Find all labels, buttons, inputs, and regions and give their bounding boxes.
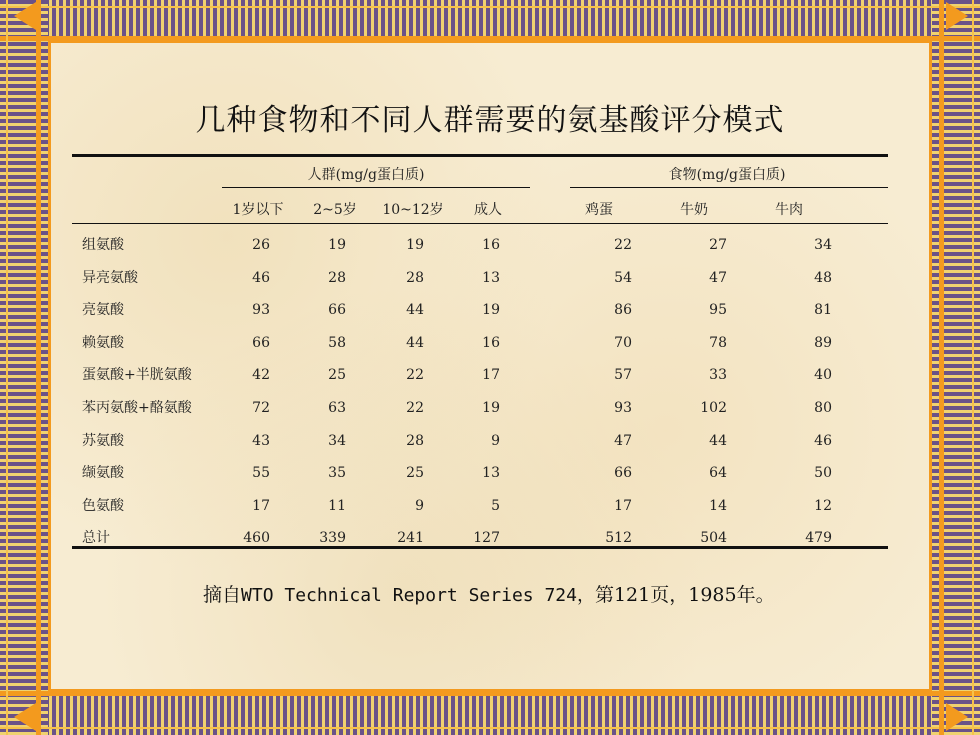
table-cell: 33 <box>709 367 727 383</box>
table-cell: 19 <box>406 237 424 253</box>
row-label: 赖氨酸 <box>82 335 124 351</box>
table-cell: 17 <box>614 498 632 514</box>
page-title: 几种食物和不同人群需要的氨基酸评分模式 <box>195 103 785 138</box>
table-cell: 34 <box>328 433 346 449</box>
table-cell: 66 <box>614 465 632 481</box>
table-cell: 95 <box>709 302 727 318</box>
table-cell: 127 <box>473 530 500 546</box>
table-cell: 42 <box>252 367 270 383</box>
table-cell: 89 <box>814 335 832 351</box>
corner-arrow-icon-bottom-left <box>14 703 36 731</box>
table-cell: 28 <box>328 270 346 286</box>
table-cell: 16 <box>482 237 500 253</box>
table-cell: 22 <box>406 367 424 383</box>
table-cell: 22 <box>406 400 424 416</box>
column-header: 2~5岁 <box>313 202 357 218</box>
row-label: 蛋氨酸+半胱氨酸 <box>82 367 192 383</box>
table-cell: 339 <box>319 530 346 546</box>
table-cell: 9 <box>491 433 500 449</box>
table-cell: 64 <box>709 465 727 481</box>
table-cell: 19 <box>328 237 346 253</box>
table-cell: 43 <box>252 433 270 449</box>
table-cell: 460 <box>243 530 270 546</box>
table-cell: 25 <box>406 465 424 481</box>
table-cell: 66 <box>328 302 346 318</box>
table-cell: 35 <box>328 465 346 481</box>
row-label: 总计 <box>82 530 110 546</box>
table-cell: 19 <box>482 400 500 416</box>
table-cell: 58 <box>328 335 346 351</box>
frame-stripe-bottom-thin <box>0 727 980 729</box>
footnote-prefix: 摘自 <box>203 584 242 606</box>
table-cell: 66 <box>252 335 270 351</box>
table-cell: 93 <box>252 302 270 318</box>
table-cell: 9 <box>415 498 424 514</box>
column-header: 鸡蛋 <box>585 202 613 218</box>
column-header: 10~12岁 <box>382 202 444 218</box>
table-cell: 16 <box>482 335 500 351</box>
table-cell: 72 <box>252 400 270 416</box>
table-cell: 14 <box>709 498 727 514</box>
table-header-rule <box>72 223 888 224</box>
row-label: 苯丙氨酸+酪氨酸 <box>82 400 192 416</box>
table-cell: 25 <box>328 367 346 383</box>
table-cell: 22 <box>614 237 632 253</box>
row-label: 苏氨酸 <box>82 433 124 449</box>
footnote-source: WTO Technical Report Series 724， <box>241 585 595 606</box>
row-label: 色氨酸 <box>82 498 124 514</box>
population-group-rule <box>222 187 530 188</box>
table-cell: 50 <box>814 465 832 481</box>
row-label: 组氨酸 <box>82 237 124 253</box>
table-cell: 19 <box>482 302 500 318</box>
footnote-suffix: 第121页，1985年。 <box>594 584 775 606</box>
table-cell: 13 <box>482 465 500 481</box>
source-footnote <box>203 580 775 607</box>
table-cell: 44 <box>406 335 424 351</box>
table-top-rule <box>72 154 888 157</box>
table-cell: 28 <box>406 270 424 286</box>
table-cell: 48 <box>814 270 832 286</box>
food-group-rule <box>570 187 888 188</box>
table-cell: 54 <box>614 270 632 286</box>
table-cell: 55 <box>252 465 270 481</box>
table-cell: 12 <box>814 498 832 514</box>
table-cell: 11 <box>328 498 346 514</box>
column-header: 成人 <box>474 202 502 218</box>
corner-arrow-icon-top-left <box>14 2 36 30</box>
table-cell: 63 <box>328 400 346 416</box>
table-cell: 57 <box>614 367 632 383</box>
table-cell: 26 <box>252 237 270 253</box>
row-label: 异亮氨酸 <box>82 270 138 286</box>
table-cell: 46 <box>814 433 832 449</box>
column-header: 牛奶 <box>680 202 708 218</box>
table-cell: 17 <box>482 367 500 383</box>
table-cell: 46 <box>252 270 270 286</box>
table-cell: 17 <box>252 498 270 514</box>
table-cell: 47 <box>614 433 632 449</box>
column-header: 1岁以下 <box>232 202 284 218</box>
food-group-header: 食物(mg/g蛋白质) <box>668 167 786 183</box>
table-cell: 504 <box>700 530 727 546</box>
table-cell: 93 <box>614 400 632 416</box>
table-cell: 40 <box>814 367 832 383</box>
table-cell: 34 <box>814 237 832 253</box>
table-cell: 241 <box>397 530 424 546</box>
table-cell: 27 <box>709 237 727 253</box>
corner-arrow-icon-bottom-right <box>946 703 968 731</box>
table-cell: 512 <box>605 530 632 546</box>
table-cell: 28 <box>406 433 424 449</box>
table-cell: 479 <box>805 530 832 546</box>
table-cell: 102 <box>700 400 727 416</box>
table-cell: 13 <box>482 270 500 286</box>
table-cell: 47 <box>709 270 727 286</box>
table-cell: 86 <box>614 302 632 318</box>
table-cell: 70 <box>614 335 632 351</box>
table-cell: 44 <box>709 433 727 449</box>
column-header: 牛肉 <box>775 202 803 218</box>
table-cell: 44 <box>406 302 424 318</box>
row-label: 亮氨酸 <box>82 302 124 318</box>
population-group-header: 人群(mg/g蛋白质) <box>307 167 425 183</box>
row-label: 缬氨酸 <box>82 465 124 481</box>
table-cell: 5 <box>491 498 500 514</box>
table-cell: 78 <box>709 335 727 351</box>
table-cell: 81 <box>814 302 832 318</box>
frame-stripe-top-thin <box>0 6 980 8</box>
table-cell: 80 <box>814 400 832 416</box>
corner-arrow-icon-top-right <box>946 2 968 30</box>
